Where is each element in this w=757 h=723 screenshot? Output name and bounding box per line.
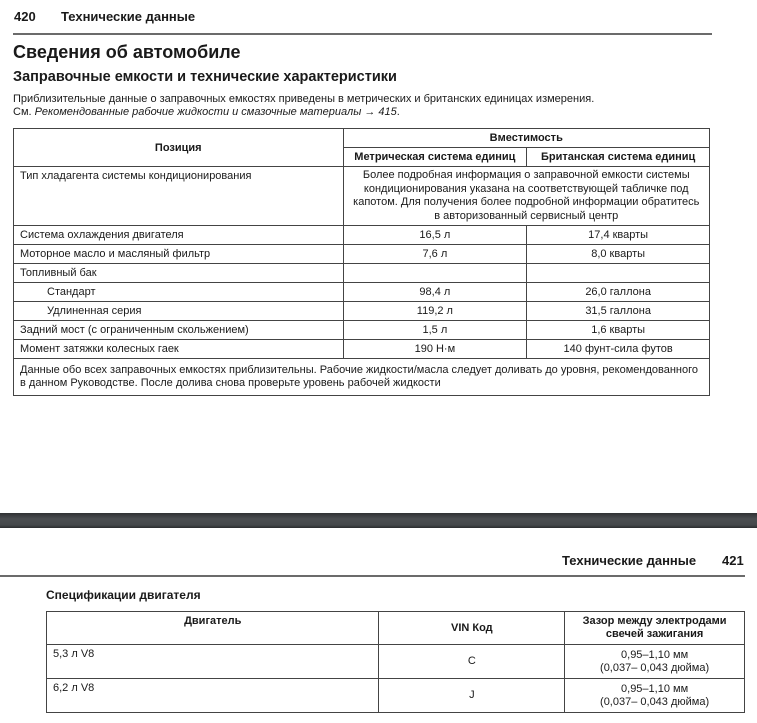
row-imperial: 26,0 галлона <box>527 283 710 302</box>
section-heading: Заправочные емкости и технические характеристики <box>13 69 397 85</box>
header-rule-left <box>13 33 712 35</box>
row-metric: 190 Н·м <box>343 340 527 359</box>
row-imperial: 17,4 кварты <box>527 226 710 245</box>
row-position: Топливный бак <box>14 264 344 283</box>
table-row <box>47 679 745 713</box>
row-note: Более подробная информация о заправочной емкости системы кондиционирования указана на соответствующей табличке под капотом. Для получения более подробной информации обратитесь в авторизованный сервисный центр <box>343 167 710 226</box>
cross-reference-link[interactable]: Рекомендованные рабочие жидкости и смазочные материалы → 415 <box>34 106 397 118</box>
column-header-imperial: Британская система единиц <box>527 148 710 167</box>
column-header-capacity: Вместимость <box>343 129 710 148</box>
row-imperial: 8,0 кварты <box>527 245 710 264</box>
row-spark-gap <box>565 679 745 713</box>
running-header-left: Технические данные <box>61 9 196 24</box>
table-row <box>47 645 745 679</box>
row-imperial <box>527 264 710 283</box>
table-row <box>14 283 710 302</box>
intro-reference-prefix: См. <box>13 106 35 118</box>
header-rule-right <box>0 575 745 577</box>
engine-spec-heading: Спецификации двигателя <box>46 588 201 602</box>
row-metric: 119,2 л <box>343 302 527 321</box>
page-number-left: 420 <box>14 9 36 24</box>
table-row <box>14 226 710 245</box>
row-vin: J <box>379 679 565 713</box>
row-metric: 98,4 л <box>343 283 527 302</box>
column-header-spark-gap: Зазор между электродами свечей зажигания <box>565 612 745 645</box>
row-metric <box>343 264 527 283</box>
row-position: Задний мост (с ограниченным скольжением) <box>14 321 344 340</box>
table-footnote-row <box>14 359 710 396</box>
page-separator <box>0 513 757 528</box>
row-position: Момент затяжки колесных гаек <box>14 340 344 359</box>
row-engine: 6,2 л V8 <box>47 679 379 713</box>
spark-gap-mm: 0,95–1,10 мм <box>621 648 689 661</box>
table-row <box>14 264 710 283</box>
table-row <box>14 302 710 321</box>
spark-gap-inch: (0,037– 0,043 дюйма) <box>600 695 710 708</box>
column-header-vin: VIN Код <box>379 612 565 645</box>
engine-spec-table <box>46 611 745 713</box>
row-position: Стандарт <box>14 283 344 302</box>
table-header-row <box>47 612 745 645</box>
page-number-right: 421 <box>722 553 744 568</box>
page-heading: Сведения об автомобиле <box>13 42 241 62</box>
row-imperial: 140 фунт-сила футов <box>527 340 710 359</box>
intro-reference-suffix: . <box>396 106 400 118</box>
row-imperial: 1,6 кварты <box>527 321 710 340</box>
intro-reference <box>13 106 400 118</box>
spark-gap-inch: (0,037– 0,043 дюйма) <box>600 661 710 674</box>
table-row <box>14 340 710 359</box>
row-metric: 16,5 л <box>343 226 527 245</box>
row-metric: 7,6 л <box>343 245 527 264</box>
table-row <box>14 167 710 226</box>
column-header-position: Позиция <box>14 129 344 167</box>
row-vin: C <box>379 645 565 679</box>
row-metric: 1,5 л <box>343 321 527 340</box>
row-spark-gap <box>565 645 745 679</box>
column-header-engine: Двигатель <box>47 612 379 645</box>
row-position: Моторное масло и масляный фильтр <box>14 245 344 264</box>
spark-gap-mm: 0,95–1,10 мм <box>621 682 689 695</box>
row-imperial: 31,5 галлона <box>527 302 710 321</box>
row-position: Удлиненная серия <box>14 302 344 321</box>
table-header-row <box>14 129 710 148</box>
table-row <box>14 321 710 340</box>
running-header-right: Технические данные <box>562 553 697 568</box>
row-position: Система охлаждения двигателя <box>14 226 344 245</box>
intro-text: Приблизительные данные о заправочных емкостях приведены в метрических и британских единицах измерения. <box>13 93 595 105</box>
table-row <box>14 245 710 264</box>
table-footnote: Данные обо всех заправочных емкостях приблизительны. Рабочие жидкости/масла следует доливать до уровня, рекомендованного в данном Руководстве. После долива снова проверьте уровень рабочей жидкости <box>14 359 710 396</box>
capacities-table <box>13 128 710 396</box>
column-header-metric: Метрическая система единиц <box>343 148 527 167</box>
row-engine: 5,3 л V8 <box>47 645 379 679</box>
row-position: Тип хладагента системы кондиционирования <box>14 167 344 226</box>
